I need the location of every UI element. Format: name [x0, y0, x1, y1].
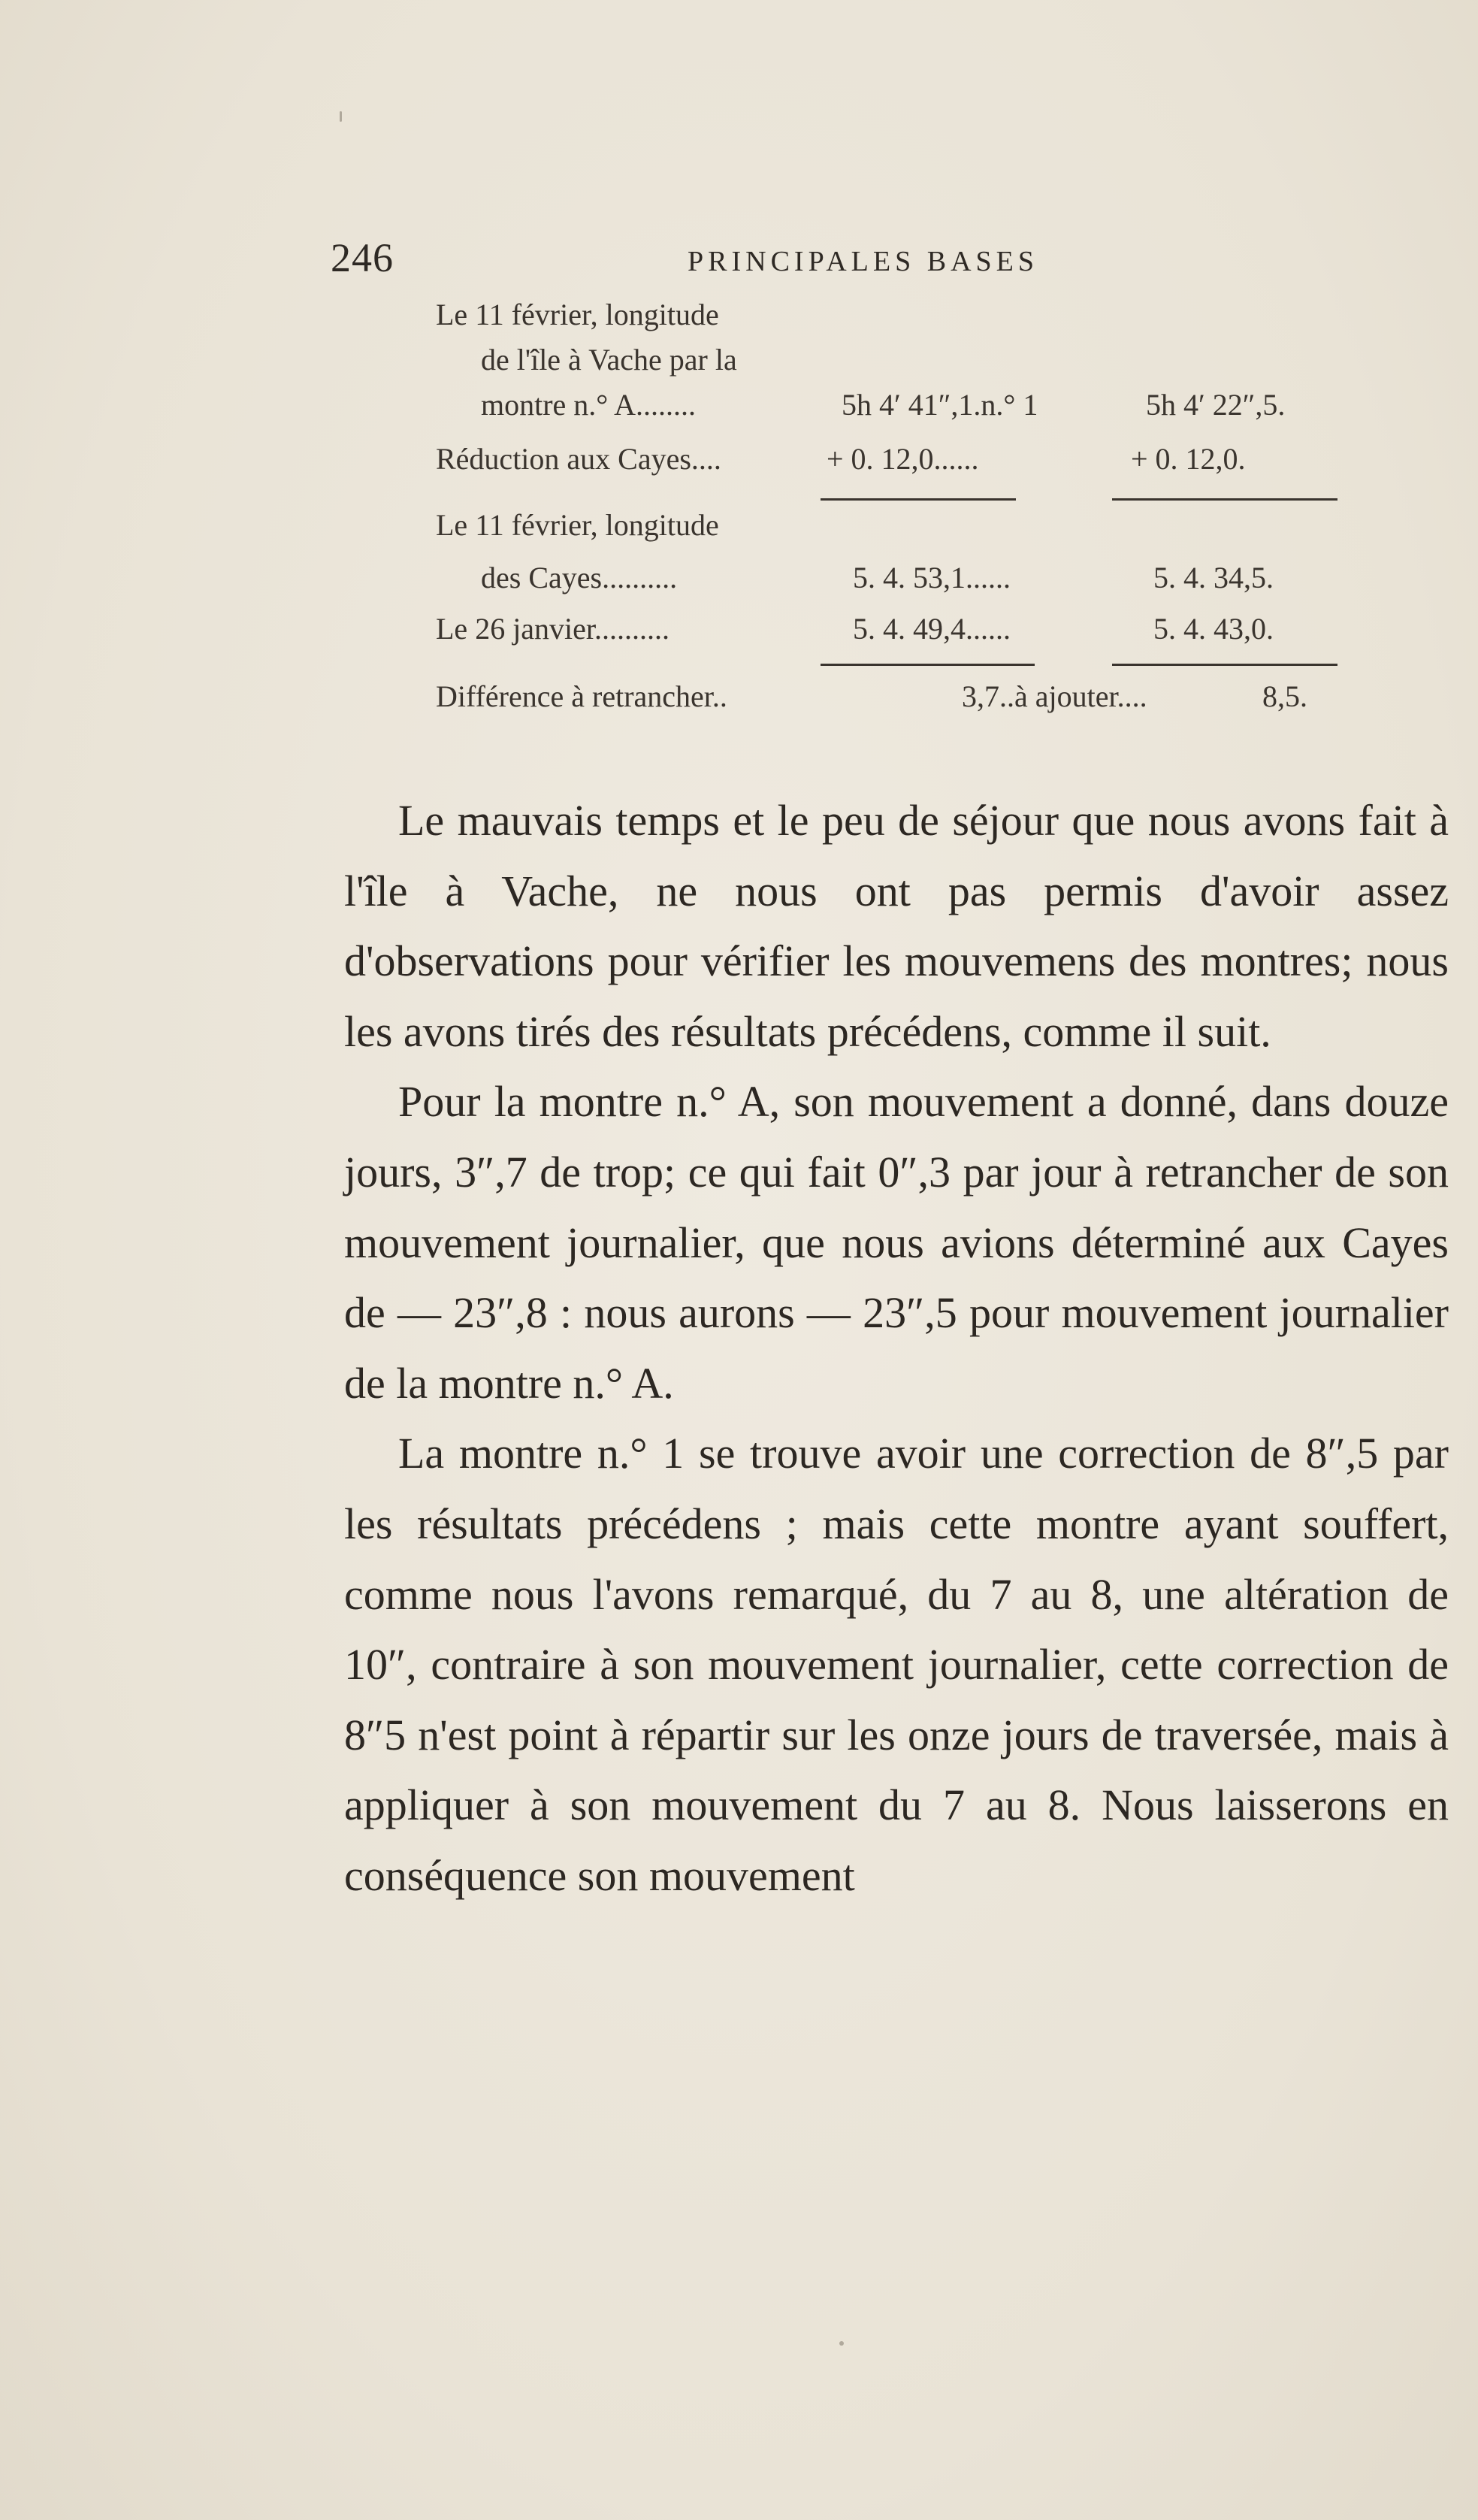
difference-rule	[1112, 664, 1337, 666]
sum-rule	[1112, 498, 1337, 501]
paragraph: Pour la montre n.° A, son mouvement a donné, dans douze jours, 3″,7 de trop; ce qui fait 0″,3 par jour à retrancher de son mouvement journalier, que nous avions déterminé aux Cayes de — 23″,8 : nous aurons — 23″,5 pour mouvement journalier de la montre n.° A.	[344, 1077, 1449, 1408]
body-text	[344, 785, 1449, 1911]
table-value-watch-1: 5. 4. 34,5.	[1153, 561, 1274, 594]
table-value-watch-a: 5. 4. 49,4......	[853, 612, 1011, 646]
table-row	[436, 507, 1345, 549]
sum-rule	[821, 498, 1016, 501]
table-value-watch-1: 5. 4. 43,0.	[1153, 612, 1274, 646]
table-row	[436, 560, 1345, 602]
table-value-watch-a: 3,7..à ajouter....	[962, 679, 1147, 713]
table-value-watch-1: 8,5.	[1262, 679, 1307, 713]
table-row-label: Réduction aux Cayes....	[436, 442, 721, 476]
table-value-watch-a: 5h 4′ 41″,1.n.° 1	[842, 388, 1038, 422]
table-row	[436, 387, 1345, 429]
table-row-label: Le 11 février, longitude	[436, 508, 719, 542]
difference-rule	[821, 664, 1035, 666]
table-value-watch-a: + 0. 12,0......	[827, 442, 979, 476]
table-row	[436, 342, 1345, 384]
table-row	[436, 679, 1345, 721]
paragraph: La montre n.° 1 se trouve avoir une correction de 8″,5 par les résultats précédens ; mais cette montre ayant souffert, comme nous l'avons remarqué, du 7 au 8, une altération de 10″, contraire à son mouvement journalier, cette correction de 8″5 n'est point à répartir sur les onze jours de traversée, mais à appliquer à son mouvement du 7 au 8. Nous laisserons en conséquence son mouvement	[344, 1429, 1449, 1900]
table-row-label: des Cayes..........	[481, 561, 678, 594]
page-number: 246	[331, 235, 394, 280]
table-value-watch-a: 5. 4. 53,1......	[853, 561, 1011, 594]
page-header	[331, 234, 1157, 287]
table-row	[436, 611, 1345, 653]
table-row-label: Différence à retrancher..	[436, 679, 727, 713]
table-row	[436, 441, 1345, 483]
table-value-watch-1: + 0. 12,0.	[1131, 442, 1246, 476]
table-row-label: Le 26 janvier..........	[436, 612, 670, 646]
table-row	[436, 297, 1345, 339]
table-row-label: Le 11 février, longitude	[436, 298, 719, 331]
table-value-watch-1: 5h 4′ 22″,5.	[1146, 388, 1286, 422]
table-row-label: montre n.° A........	[481, 388, 696, 422]
ink-speck	[839, 2341, 844, 2346]
paragraph: Le mauvais temps et le peu de séjour que nous avons fait à l'île à Vache, ne nous ont pas permis d'avoir assez d'observations pour vérifier les mouvemens des montres; nous les avons tirés des résultats précédens, comme il suit.	[344, 796, 1449, 1056]
running-title: PRINCIPALES BASES	[688, 246, 1038, 277]
ink-speck	[340, 111, 342, 122]
table-row-label: de l'île à Vache par la	[481, 343, 737, 377]
